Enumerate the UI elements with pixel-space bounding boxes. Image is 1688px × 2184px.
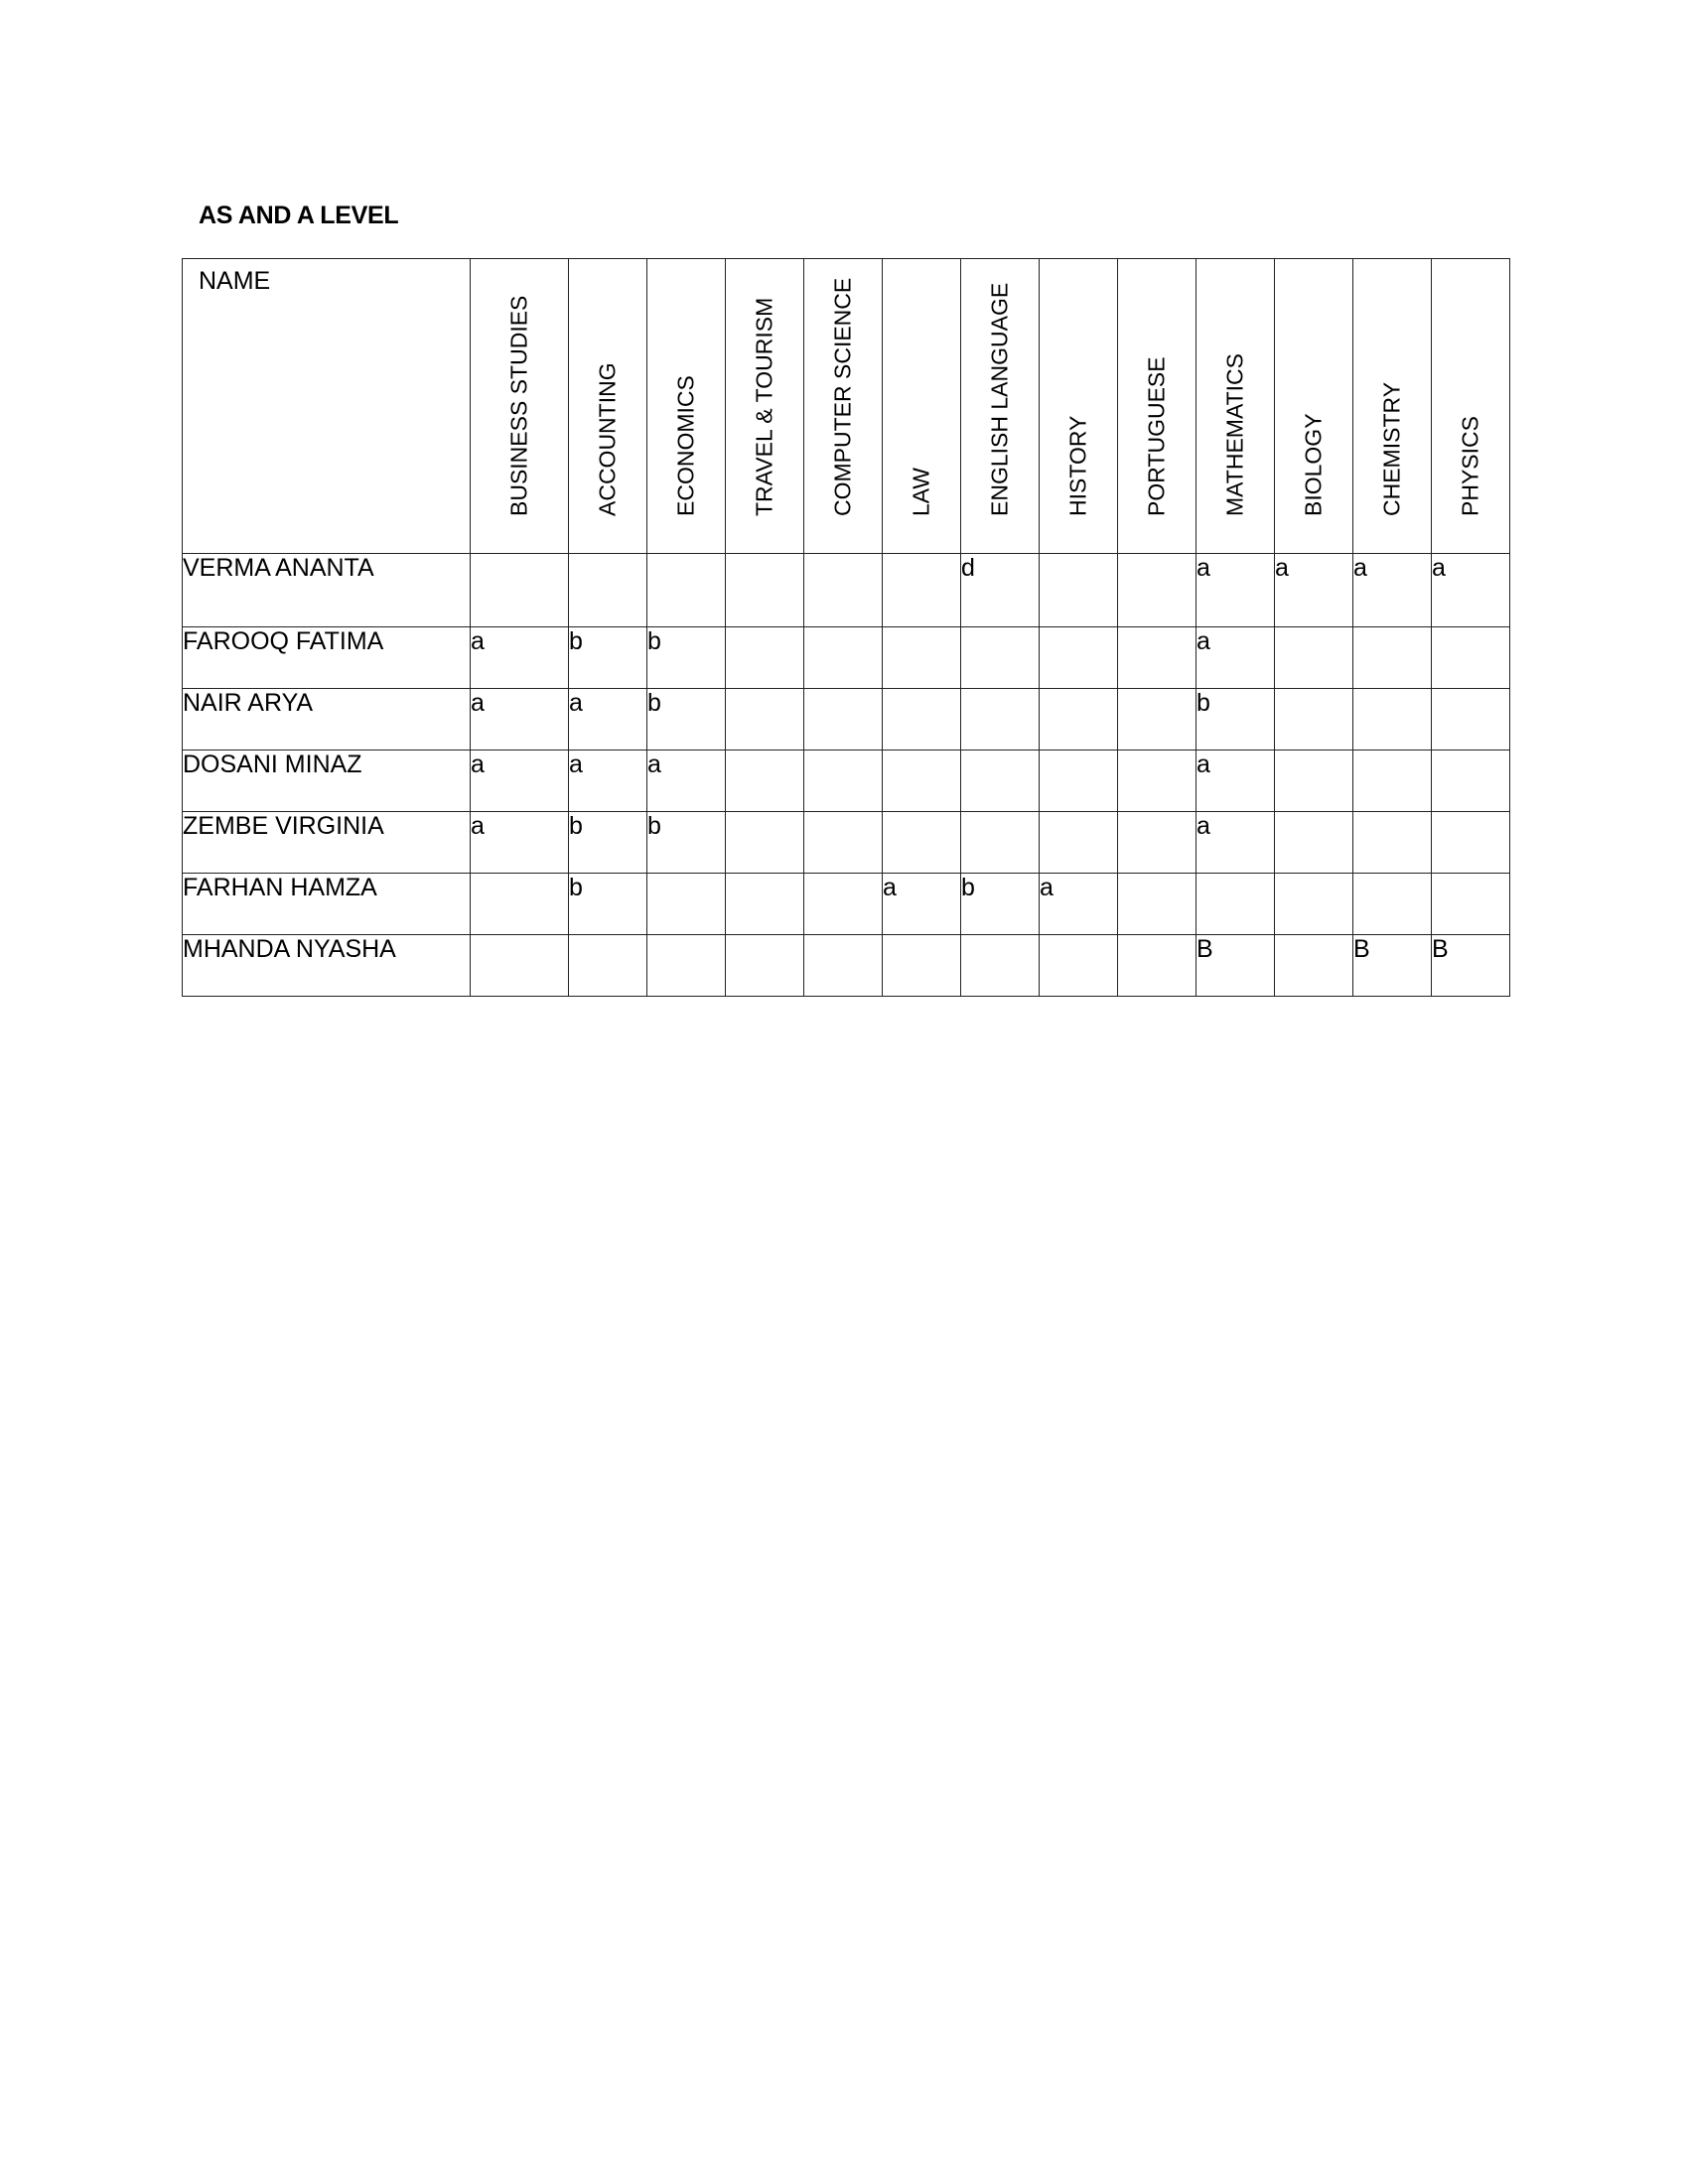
subject-column-header (1275, 259, 1353, 554)
student-name-cell: DOSANI MINAZ (183, 751, 471, 812)
grade-cell (1118, 751, 1196, 812)
grade-cell (1118, 554, 1196, 627)
grade-cell (1040, 751, 1118, 812)
subject-column-header (883, 259, 961, 554)
subject-header-label: LAW (908, 468, 934, 516)
subject-column-header (1353, 259, 1432, 554)
subject-header-label: BUSINESS STUDIES (505, 295, 532, 516)
grade-cell (961, 812, 1040, 874)
subject-column-header (471, 259, 569, 554)
grade-cell: a (1196, 812, 1275, 874)
subject-column-header (1040, 259, 1118, 554)
grade-cell (804, 554, 883, 627)
grade-cell: b (569, 627, 647, 689)
grade-cell (883, 689, 961, 751)
grade-cell: a (471, 627, 569, 689)
grade-cell: b (961, 874, 1040, 935)
grade-cell (1353, 874, 1432, 935)
subject-header-label: ECONOMICS (672, 375, 699, 516)
grade-cell: b (647, 689, 726, 751)
subject-column-header (1196, 259, 1275, 554)
table-row (183, 874, 1510, 935)
grade-cell: a (569, 689, 647, 751)
subject-column-header (726, 259, 804, 554)
grade-cell (1432, 751, 1510, 812)
grade-cell (726, 874, 804, 935)
table-row (183, 554, 1510, 627)
subject-header-label: ENGLISH LANGUAGE (986, 282, 1013, 516)
grade-cell (569, 554, 647, 627)
grade-cell (647, 935, 726, 997)
grade-cell (804, 751, 883, 812)
grade-cell (1040, 935, 1118, 997)
table-row (183, 812, 1510, 874)
student-name-cell: ZEMBE VIRGINIA (183, 812, 471, 874)
grade-cell: a (883, 874, 961, 935)
table-row (183, 751, 1510, 812)
student-name-cell: NAIR ARYA (183, 689, 471, 751)
subject-header-label: CHEMISTRY (1378, 381, 1405, 516)
grade-cell (569, 935, 647, 997)
grade-cell (1275, 812, 1353, 874)
subject-header-label: BIOLOGY (1300, 413, 1327, 516)
grade-cell (726, 689, 804, 751)
grade-cell: b (569, 812, 647, 874)
grade-cell: a (1275, 554, 1353, 627)
grade-cell (1040, 554, 1118, 627)
grade-cell: a (1196, 627, 1275, 689)
grade-cell: a (471, 812, 569, 874)
grade-cell: a (1040, 874, 1118, 935)
page-title: AS AND A LEVEL (199, 202, 399, 229)
grade-cell: d (961, 554, 1040, 627)
subject-column-header (804, 259, 883, 554)
table-row (183, 689, 1510, 751)
subject-header-label: MATHEMATICS (1221, 353, 1248, 516)
grade-cell (726, 554, 804, 627)
grade-cell (883, 751, 961, 812)
grade-cell (883, 554, 961, 627)
student-name-cell: MHANDA NYASHA (183, 935, 471, 997)
student-name-cell: FAROOQ FATIMA (183, 627, 471, 689)
name-header-label: NAME (199, 267, 271, 295)
grade-cell: b (647, 812, 726, 874)
grade-cell (1118, 812, 1196, 874)
grade-cell (961, 627, 1040, 689)
grade-cell (961, 935, 1040, 997)
grade-cell (1118, 689, 1196, 751)
table-row (183, 935, 1510, 997)
student-name-cell: FARHAN HAMZA (183, 874, 471, 935)
grade-cell (804, 627, 883, 689)
grade-cell (804, 874, 883, 935)
grade-cell: b (1196, 689, 1275, 751)
grade-cell (1275, 935, 1353, 997)
grade-cell (647, 554, 726, 627)
subject-header-label: PHYSICS (1457, 416, 1483, 516)
grade-cell: b (569, 874, 647, 935)
grade-cell: a (647, 751, 726, 812)
grade-cell: a (1196, 751, 1275, 812)
grade-cell (1118, 874, 1196, 935)
subject-column-header (1118, 259, 1196, 554)
table-header-row (183, 259, 1510, 554)
grade-cell (883, 627, 961, 689)
grade-cell (471, 554, 569, 627)
grade-cell (1432, 689, 1510, 751)
grade-cell (961, 689, 1040, 751)
grade-cell (1353, 689, 1432, 751)
grade-cell: B (1432, 935, 1510, 997)
grade-cell (804, 812, 883, 874)
grade-cell (1353, 751, 1432, 812)
grade-cell (1040, 812, 1118, 874)
grade-cell (1353, 627, 1432, 689)
grade-cell: a (1196, 554, 1275, 627)
grade-cell (471, 935, 569, 997)
subject-header-label: COMPUTER SCIENCE (829, 277, 856, 516)
grade-cell (1432, 812, 1510, 874)
subject-column-header (569, 259, 647, 554)
grade-cell (1275, 751, 1353, 812)
grade-cell (804, 689, 883, 751)
grade-cell: b (647, 627, 726, 689)
subject-header-label: HISTORY (1064, 415, 1091, 516)
grade-cell: B (1353, 935, 1432, 997)
grade-cell: B (1196, 935, 1275, 997)
student-name-cell: VERMA ANANTA (183, 554, 471, 627)
grade-cell (726, 935, 804, 997)
grade-cell (1432, 627, 1510, 689)
grade-cell (1275, 689, 1353, 751)
grade-cell (726, 751, 804, 812)
grade-cell: a (471, 751, 569, 812)
subject-column-header (1432, 259, 1510, 554)
grade-cell (804, 935, 883, 997)
grade-cell (1353, 812, 1432, 874)
grade-cell (883, 935, 961, 997)
grade-cell: a (1353, 554, 1432, 627)
subject-column-header (961, 259, 1040, 554)
grades-table (182, 258, 1510, 997)
grade-cell (1118, 627, 1196, 689)
table-row (183, 627, 1510, 689)
subject-column-header (647, 259, 726, 554)
grade-cell (1275, 627, 1353, 689)
grade-cell (726, 627, 804, 689)
grade-cell (1040, 689, 1118, 751)
grade-cell (1118, 935, 1196, 997)
grade-cell (726, 812, 804, 874)
grade-cell: a (569, 751, 647, 812)
grade-cell: a (1432, 554, 1510, 627)
grade-cell (1196, 874, 1275, 935)
grade-cell (1040, 627, 1118, 689)
grade-cell (647, 874, 726, 935)
grade-cell (1432, 874, 1510, 935)
subject-header-label: TRAVEL & TOURISM (751, 297, 777, 516)
grade-cell (883, 812, 961, 874)
name-column-header (183, 259, 471, 554)
grade-cell (1275, 874, 1353, 935)
table-body (183, 554, 1510, 997)
grade-cell (471, 874, 569, 935)
grade-cell (961, 751, 1040, 812)
subject-header-label: PORTUGUESE (1143, 356, 1170, 516)
grade-cell: a (471, 689, 569, 751)
subject-header-label: ACCOUNTING (594, 362, 621, 516)
